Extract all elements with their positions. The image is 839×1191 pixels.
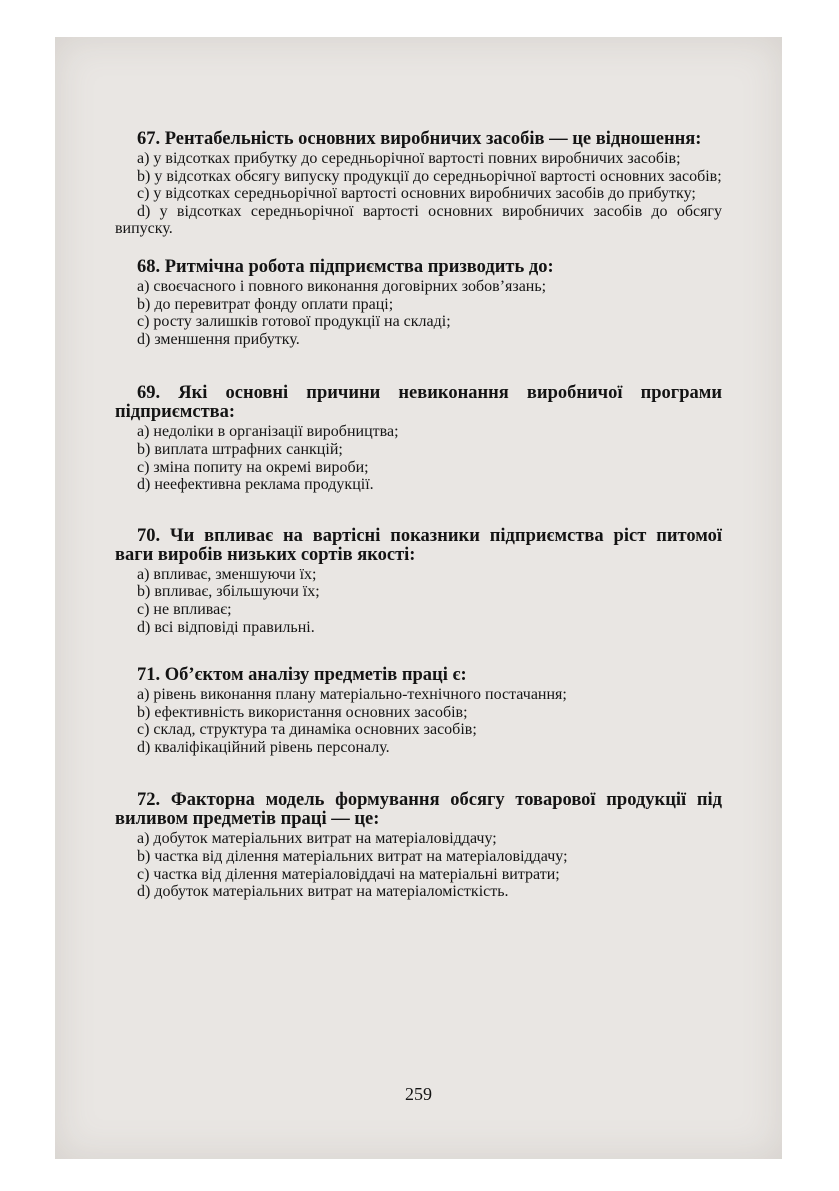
answer-option-c: c) у відсотках середньорічної вартості основних виробничих засобів до прибутку; <box>137 185 696 203</box>
page-content <box>115 130 722 901</box>
answer-option-a: a) впливає, зменшуючи їх; <box>137 565 317 583</box>
answer-option-b: b) частка від ділення матеріальних витрат на матеріаловіддачу; <box>137 848 568 866</box>
answer-option-d: d) неефективна реклама продукції. <box>137 476 374 494</box>
answer-option-d: d) у відсотках середньорічної вартості основних виробничих засобів до обсягу випуску. <box>115 202 722 238</box>
answer-option-b: b) до перевитрат фонду оплати праці; <box>137 295 394 313</box>
question-68 <box>115 258 722 348</box>
question-title: 72. Факторна модель формування обсягу товарової продукції під виливом предметів праці — це: <box>115 790 722 830</box>
answer-option-c: c) росту залишків готової продукції на складі; <box>137 313 451 331</box>
page-number: 259 <box>405 1084 432 1104</box>
answer-option-d: d) кваліфікаційний рівень персоналу. <box>137 738 390 756</box>
question-title: 67. Рентабельність основних виробничих засобів — це відношення: <box>137 129 702 149</box>
answer-option-a: a) недоліки в організації виробництва; <box>137 423 399 441</box>
answer-option-b: b) виплата штрафних санкцій; <box>137 440 343 458</box>
answer-option-b: b) впливає, збільшуючи їх; <box>137 583 320 601</box>
answer-option-c: c) частка від ділення матеріаловіддачі на матеріальні витрати; <box>137 865 560 883</box>
book-page <box>55 37 782 1159</box>
question-title: 68. Ритмічна робота підприємства призводить до: <box>137 256 554 277</box>
question-71 <box>115 666 722 756</box>
answer-option-c: c) не впливає; <box>137 600 232 618</box>
answer-option-d: d) всі відповіді правильні. <box>137 618 315 636</box>
answer-option-a: a) своєчасного і повного виконання договірних зобов’язань; <box>137 277 547 295</box>
answer-option-a: a) рівень виконання плану матеріально-технічного постачання; <box>137 686 567 704</box>
answer-option-b: b) ефективність використання основних засобів; <box>137 703 468 721</box>
question-69 <box>115 384 722 493</box>
answer-option-d: d) добуток матеріальних витрат на матеріаломісткість. <box>137 883 509 901</box>
answer-option-a: a) добуток матеріальних витрат на матеріаловіддачу; <box>137 830 497 848</box>
answer-option-a: a) у відсотках прибутку до середньорічної вартості повних виробничих засобів; <box>137 150 681 167</box>
question-title: 70. Чи впливає на вартісні показники підприємства ріст питомої ваги виробів низьких сортів якості: <box>115 525 722 565</box>
question-title: 71. Об’єктом аналізу предметів праці є: <box>137 665 467 686</box>
answer-option-d: d) зменшення прибутку. <box>137 330 300 348</box>
question-70 <box>115 527 722 636</box>
question-72 <box>115 791 722 900</box>
answer-option-b: b) у відсотках обсягу випуску продукції до середньорічної вартості основних засобів; <box>137 167 722 185</box>
answer-option-c: c) зміна попиту на окремі вироби; <box>137 458 369 476</box>
question-67 <box>115 130 722 238</box>
answer-option-c: c) склад, структура та динаміка основних засобів; <box>137 721 477 739</box>
question-title: 69. Які основні причини невиконання виробничої програми підприємства: <box>115 383 722 423</box>
